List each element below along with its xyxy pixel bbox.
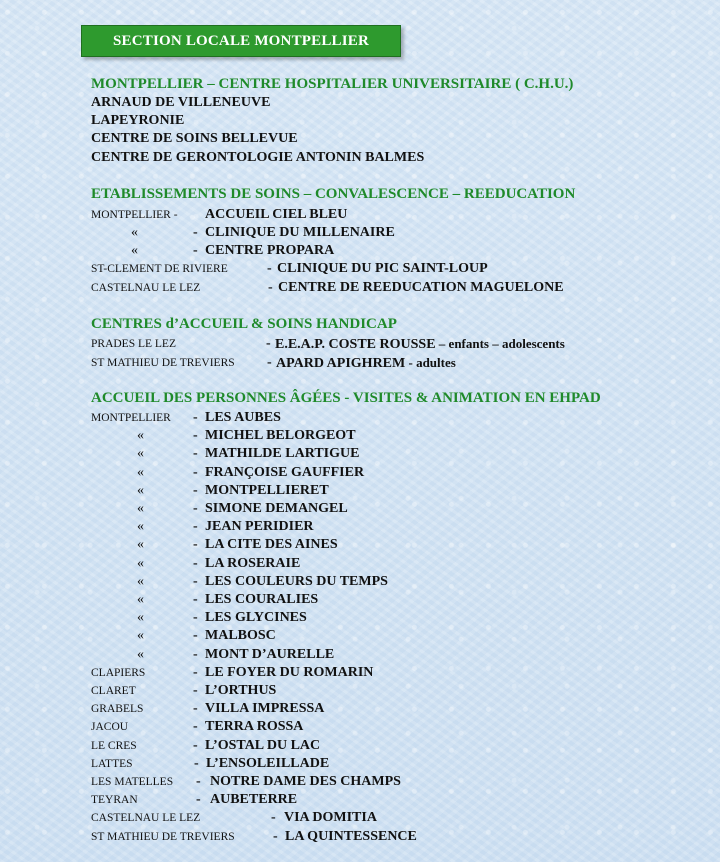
facility-name: CLINIQUE DU MILLENAIRE bbox=[205, 225, 395, 240]
facility-name: L’ENSOLEILLADE bbox=[206, 756, 330, 771]
facility-name bbox=[276, 354, 456, 373]
facility-title: E.E.A.P. COSTE ROUSSE bbox=[275, 337, 436, 352]
dash: - bbox=[196, 792, 201, 807]
chu-item: ARNAUD DE VILLENEUVE bbox=[91, 95, 271, 110]
dash: - bbox=[268, 280, 273, 295]
city-label: LES MATELLES bbox=[91, 776, 174, 788]
facility-name: VILLA IMPRESSA bbox=[205, 701, 325, 716]
ditto-mark: « bbox=[137, 574, 144, 589]
ditto-mark: « bbox=[131, 225, 138, 240]
dash: - bbox=[193, 574, 198, 589]
ditto-mark: « bbox=[137, 501, 144, 516]
city-label: CLARET bbox=[91, 685, 136, 697]
dash: - bbox=[266, 336, 271, 351]
chu-item: CENTRE DE GERONTOLOGIE ANTONIN BALMES bbox=[91, 150, 425, 165]
facility-name: LA QUINTESSENCE bbox=[285, 829, 417, 844]
dash: - bbox=[193, 592, 198, 607]
city-label: MONTPELLIER - bbox=[91, 209, 178, 221]
dash: - bbox=[193, 556, 198, 571]
dash: - bbox=[271, 810, 276, 825]
dash: - bbox=[193, 610, 198, 625]
ditto-mark: « bbox=[137, 428, 144, 443]
facility-name: CLINIQUE DU PIC SAINT-LOUP bbox=[277, 261, 488, 276]
dash: - bbox=[193, 683, 198, 698]
facility-name: LES COURALIES bbox=[205, 592, 319, 607]
ditto-mark: « bbox=[137, 556, 144, 571]
facility-name: MONTPELLIERET bbox=[205, 483, 329, 498]
ditto-mark: « bbox=[137, 483, 144, 498]
city-label: LE CRES bbox=[91, 740, 137, 752]
facility-name: SIMONE DEMANGEL bbox=[205, 501, 348, 516]
facility-name: LES AUBES bbox=[205, 410, 281, 425]
ditto-mark: « bbox=[137, 446, 144, 461]
dash: - bbox=[193, 647, 198, 662]
dash: - bbox=[196, 774, 201, 789]
city-label: TEYRAN bbox=[91, 794, 138, 806]
dash: - bbox=[193, 519, 198, 534]
facility-name: CENTRE DE REEDUCATION MAGUELONE bbox=[278, 280, 564, 295]
dash: - bbox=[193, 628, 198, 643]
dash: - bbox=[193, 428, 198, 443]
dash: - bbox=[193, 483, 198, 498]
city-label: CASTELNAU LE LEZ bbox=[91, 282, 201, 294]
dash: - bbox=[193, 465, 198, 480]
dash: - bbox=[193, 537, 198, 552]
city-label: PRADES LE LEZ bbox=[91, 338, 176, 350]
facility-name: MONT D’AURELLE bbox=[205, 647, 335, 662]
facility-name: L’OSTAL DU LAC bbox=[205, 738, 321, 753]
ditto-mark: « bbox=[137, 610, 144, 625]
city-label: MONTPELLIER bbox=[91, 412, 171, 424]
dash: - bbox=[193, 501, 198, 516]
facility-name: ACCUEIL CIEL BLEU bbox=[205, 207, 348, 222]
dash: - bbox=[193, 738, 198, 753]
city-label: ST MATHIEU DE TREVIERS bbox=[91, 357, 235, 369]
facility-name: FRANÇOISE GAUFFIER bbox=[205, 465, 365, 480]
ditto-mark: « bbox=[137, 465, 144, 480]
facility-name: VIA DOMITIA bbox=[284, 810, 377, 825]
ditto-mark: « bbox=[137, 628, 144, 643]
city-label: ST-CLEMENT DE RIVIERE bbox=[91, 263, 228, 275]
facility-name: TERRA ROSSA bbox=[205, 719, 304, 734]
dash: - bbox=[193, 243, 198, 258]
city-label: CLAPIERS bbox=[91, 667, 146, 679]
dash: - bbox=[193, 719, 198, 734]
handicap-heading: CENTRES d’ACCUEIL & SOINS HANDICAP bbox=[91, 316, 397, 332]
facility-name: CENTRE PROPARA bbox=[205, 243, 335, 258]
facility-name: MATHILDE LARTIGUE bbox=[205, 446, 360, 461]
facility-name: LE FOYER DU ROMARIN bbox=[205, 665, 374, 680]
soins-heading: ETABLISSEMENTS DE SOINS – CONVALESCENCE – REEDUCATION bbox=[91, 186, 576, 202]
ditto-mark: « bbox=[131, 243, 138, 258]
ditto-mark: « bbox=[137, 647, 144, 662]
dash: - bbox=[267, 355, 272, 370]
facility-name: JEAN PERIDIER bbox=[205, 519, 314, 534]
city-label: GRABELS bbox=[91, 703, 144, 715]
dash: - bbox=[193, 446, 198, 461]
chu-item: CENTRE DE SOINS BELLEVUE bbox=[91, 131, 298, 146]
section-banner: SECTION LOCALE MONTPELLIER bbox=[81, 25, 401, 57]
dash: - bbox=[193, 225, 198, 240]
facility-name: LA CITE DES AINES bbox=[205, 537, 338, 552]
facility-name: LES COULEURS DU TEMPS bbox=[205, 574, 388, 589]
dash: - bbox=[193, 410, 198, 425]
city-label: ST MATHIEU DE TREVIERS bbox=[91, 831, 235, 843]
facility-name: AUBETERRE bbox=[210, 792, 298, 807]
facility-name: LES GLYCINES bbox=[205, 610, 307, 625]
ditto-mark: « bbox=[137, 537, 144, 552]
chu-item: LAPEYRONIE bbox=[91, 113, 185, 128]
ditto-mark: « bbox=[137, 519, 144, 534]
facility-name: LA ROSERAIE bbox=[205, 556, 301, 571]
dash: - bbox=[193, 701, 198, 716]
facility-name: NOTRE DAME DES CHAMPS bbox=[210, 774, 401, 789]
ehpad-heading: ACCUEIL DES PERSONNES ÂGÉES - VISITES & ANIMATION EN EHPAD bbox=[91, 390, 601, 406]
dash: - bbox=[194, 756, 199, 771]
ditto-mark: « bbox=[137, 592, 144, 607]
facility-name: MALBOSC bbox=[205, 628, 276, 643]
city-label: CASTELNAU LE LEZ bbox=[91, 812, 201, 824]
facility-name bbox=[275, 335, 565, 354]
city-label: LATTES bbox=[91, 758, 133, 770]
facility-name: L’ORTHUS bbox=[205, 683, 277, 698]
dash: - bbox=[193, 665, 198, 680]
chu-heading: MONTPELLIER – CENTRE HOSPITALIER UNIVERSITAIRE ( C.H.U.) bbox=[91, 76, 574, 92]
city-label: JACOU bbox=[91, 721, 129, 733]
dash: - bbox=[267, 261, 272, 276]
facility-suffix: - adultes bbox=[405, 355, 456, 370]
facility-title: APARD APIGHREM bbox=[276, 356, 406, 371]
facility-name: MICHEL BELORGEOT bbox=[205, 428, 356, 443]
facility-suffix: – enfants – adolescents bbox=[435, 336, 565, 351]
dash: - bbox=[273, 829, 278, 844]
